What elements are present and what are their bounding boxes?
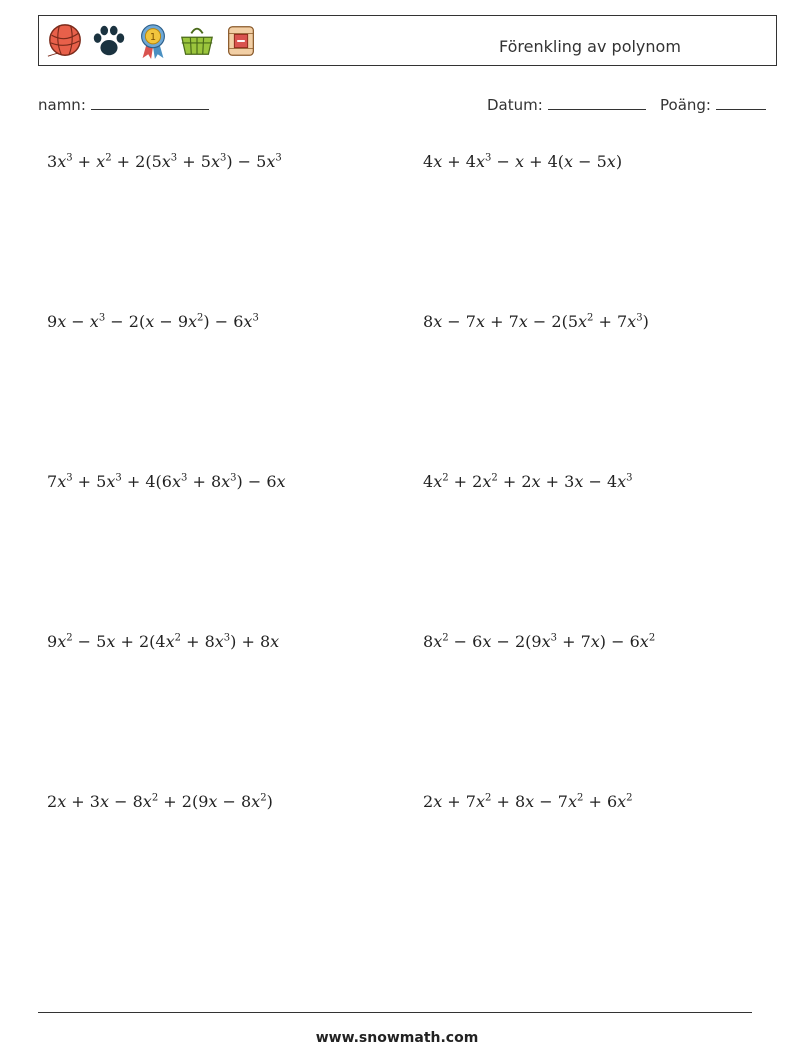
date-field (487, 95, 646, 114)
problem-7: $9x^2 - 5x + 2(4x^2 + 8x^3) + 8x$ (47, 632, 280, 651)
problem-9: $2x + 3x - 8x^2 + 2(9x - 8x^2)$ (47, 792, 273, 811)
score-label: Poäng: (660, 96, 711, 114)
medal-ribbon-icon (134, 22, 172, 60)
problem-8: $8x^2 - 6x - 2(9x^3 + 7x) - 6x^2$ (423, 632, 656, 651)
problem-10: $2x + 7x^2 + 8x - 7x^2 + 6x^2$ (423, 792, 633, 811)
problem-3: $9x - x^3 - 2(x - 9x^2) - 6x^3$ (47, 312, 259, 331)
name-field (38, 95, 209, 114)
paw-print-icon (90, 22, 128, 60)
yarn-ball-icon (46, 22, 84, 60)
worksheet-title: Förenkling av polynom (499, 37, 681, 56)
problem-4: $8x - 7x + 7x - 2(5x^2 + 7x^3)$ (423, 312, 649, 331)
name-blank[interactable] (91, 95, 209, 110)
score-field (660, 95, 766, 114)
problem-5: $7x^3 + 5x^3 + 4(6x^3 + 8x^3) - 6x$ (47, 472, 286, 491)
date-label: Datum: (487, 96, 543, 114)
problem-2: $4x + 4x^3 - x + 4(x - 5x)$ (423, 152, 623, 171)
name-label: namn: (38, 96, 86, 114)
problem-1: $3x^3 + x^2 + 2(5x^3 + 5x^3) - 5x^3$ (47, 152, 282, 171)
svg-text:1: 1 (149, 32, 157, 44)
header-box (38, 15, 777, 66)
footer-website: www.snowmath.com (315, 1030, 479, 1046)
problem-6: $4x^2 + 2x^2 + 2x + 3x - 4x^3$ (423, 472, 633, 491)
icon-row (46, 22, 260, 60)
footer-divider (38, 1012, 752, 1013)
bandage-icon (222, 22, 260, 60)
basket-icon (178, 22, 216, 60)
date-blank[interactable] (548, 95, 646, 110)
score-blank[interactable] (716, 95, 766, 110)
